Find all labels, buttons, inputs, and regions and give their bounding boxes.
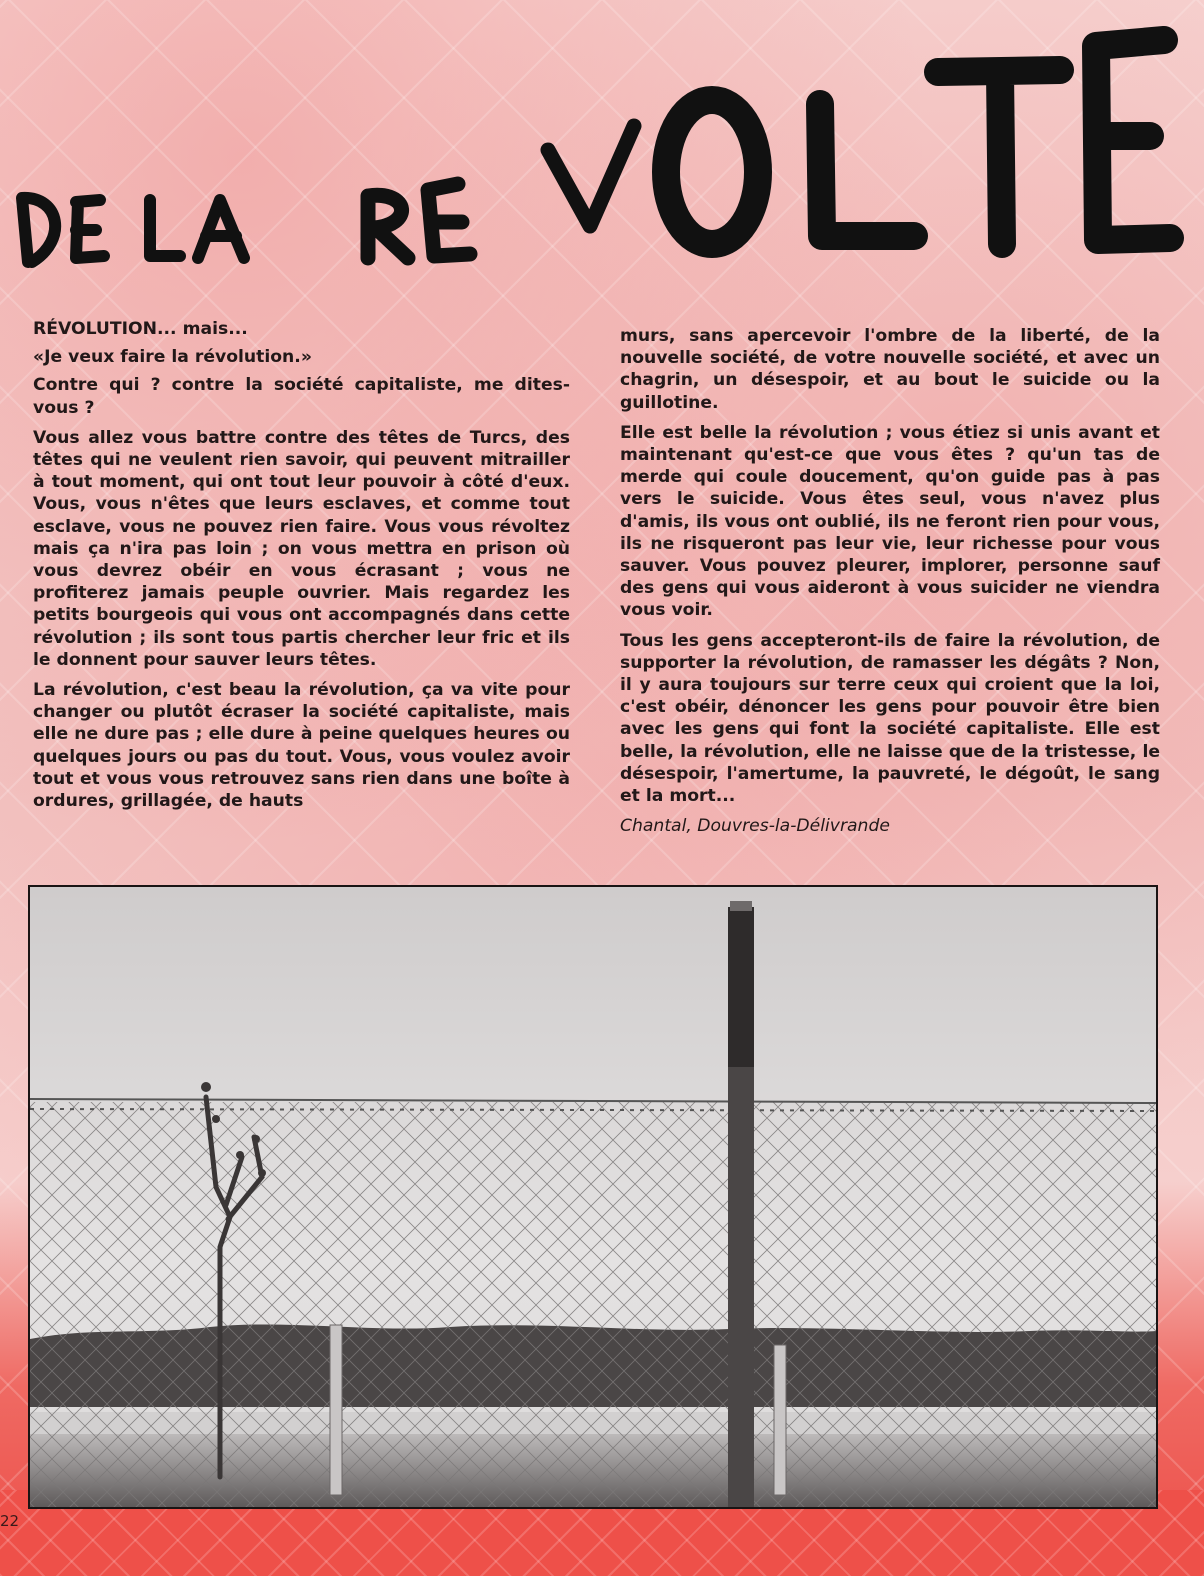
article-quote: «Je veux faire la révolution.»	[33, 347, 312, 368]
headline	[0, 0, 1204, 300]
article-paragraph: Tous les gens accepteront-ils de faire la révolution, de supporter la révolution, de ramasser les dégâts ? Non, il y aura toujours sur terre ceux qui croient que la loi, c'est obéir, dénoncer les gens pour pouvoir être bien avec les gens qui font la société capitaliste. Elle est belle, la révolution, elle ne laisse que de la tristesse, le désespoir, l'amertume, la pauvreté, le dégoût, le sang et la mort...	[620, 630, 1160, 807]
article-column-right	[620, 325, 1160, 845]
article-signature: Chantal, Douvres-la-Délivrande	[620, 816, 890, 837]
page-number: 22	[0, 1512, 20, 1530]
headline-de-la	[22, 198, 244, 262]
article-paragraph: La révolution, c'est beau la révolution, ça va vite pour changer ou plutôt écraser la société capitaliste, mais elle ne dure pas ; elle dure à peine quelques heures ou quelques jours ou pas du tout. Vous, vous voulez avoir tout et vous vous retrouvez sans rien dans une boîte à ordures, grillagée, de hauts	[33, 680, 570, 812]
fence-photo	[28, 885, 1158, 1509]
fence-photo-illustration	[30, 887, 1156, 1507]
headline-lettering	[0, 0, 1204, 300]
headline-revolte	[368, 126, 634, 258]
article-paragraph: Contre qui ? contre la société capitaliste, me dites-vous ?	[33, 375, 570, 418]
article-kicker: RÉVOLUTION... mais...	[33, 319, 248, 339]
article-paragraph: Vous allez vous battre contre des têtes de Turcs, des têtes qui ne veulent rien savoir, qui peuvent mitrailler à tout moment, qui ont tout leur pouvoir à côté d'eux. Vous, vous n'êtes que leurs esclaves, et comme tout esclave, vous ne pouvez rien faire. Vous vous révoltez mais ça n'ira pas loin ; on vous mettra en prison où vous devrez obéir en vous écrasant ; vous ne profiterez jamais peuple ouvrier. Mais regardez les petits bourgeois qui vous ont accompagnés dans cette révolution ; ils sont tous partis chercher leur fric et ils le donnent pour sauver leurs têtes.	[33, 427, 570, 670]
article-paragraph: Elle est belle la révolution ; vous étiez si unis avant et maintenant qu'est-ce que vous êtes ? qu'un tas de merde qui coule doucement, qu'on guide pas à pas vers le suicide. Vous êtes seul, vous n'avez plus d'amis, ils vous ont oublié, ils ne feront rien pour vous, ils ne risqueront pas leur vie, leur richesse pour vous sauver. Vous pouvez pleurer, implorer, personne sauf des gens qui vous aideront à vous suicider ne viendra vous voir.	[620, 422, 1160, 621]
article-column-left	[33, 318, 570, 820]
article-paragraph: murs, sans apercevoir l'ombre de la liberté, de la nouvelle société, de votre nouvelle société, et avec un chagrin, un désespoir, et au bout le suicide ou la guillotine.	[620, 326, 1160, 413]
